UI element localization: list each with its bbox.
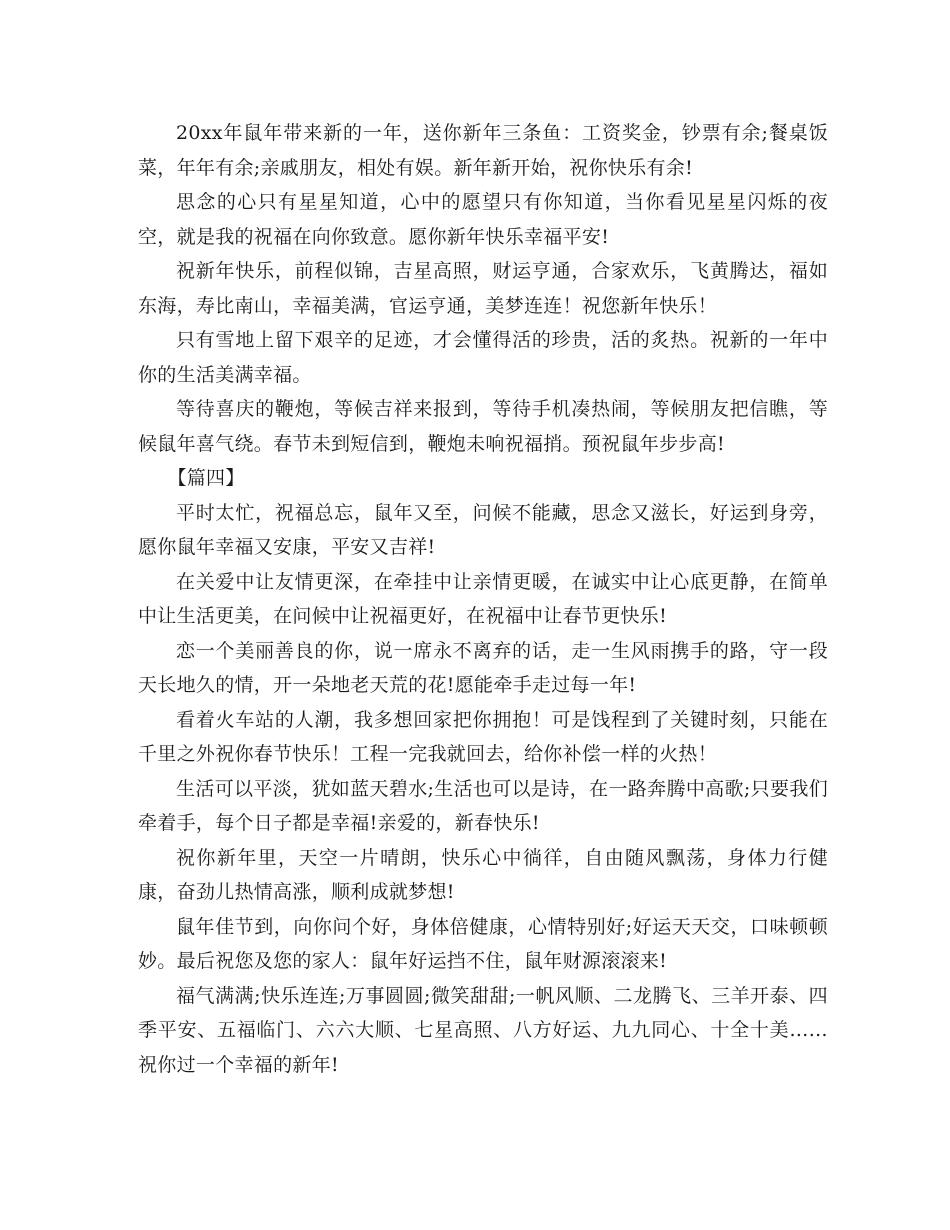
paragraph: 生活可以平淡，犹如蓝天碧水;生活也可以是诗，在一路奔腾中高歌;只要我们牵着手，每个日子都是幸福!亲爱的，新春快乐!	[138, 777, 828, 834]
paragraph: 祝你新年里，天空一片晴朗，快乐心中徜徉，自由随风飘荡，身体力行健康，奋劲儿热情高涨，顺利成就梦想!	[138, 846, 828, 903]
paragraph: 鼠年佳节到，向你问个好，身体倍健康，心情特别好;好运天天交，口味顿顿妙。最后祝您及您的家人：鼠年好运挡不住，鼠年财源滚滚来!	[138, 915, 828, 972]
paragraph: 在关爱中让友情更深，在牵挂中让亲情更暖，在诚实中让心底更静，在简单中让生活更美，在问候中让祝福更好，在祝福中让春节更快乐!	[138, 570, 828, 627]
paragraph: 祝新年快乐，前程似锦，吉星高照，财运亨通，合家欢乐，飞黄腾达，福如东海，寿比南山，幸福美满，官运亨通，美梦连连！祝您新年快乐！	[138, 260, 828, 317]
paragraph: 20xx年鼠年带来新的一年，送你新年三条鱼：工资奖金，钞票有余;餐桌饭菜，年年有余;亲戚朋友，相处有娱。新年新开始，祝你快乐有余!	[138, 122, 828, 179]
paragraph: 福气满满;快乐连连;万事圆圆;微笑甜甜;一帆风顺、二龙腾飞、三羊开泰、四季平安、五福临门、六六大顺、七星高照、八方好运、九九同心、十全十美……祝你过一个幸福的新年!	[138, 984, 828, 1076]
paragraph: 思念的心只有星星知道，心中的愿望只有你知道，当你看见星星闪烁的夜空，就是我的祝福在向你致意。愿你新年快乐幸福平安!	[138, 191, 828, 248]
document-body	[138, 116, 828, 1082]
paragraph: 等待喜庆的鞭炮，等候吉祥来报到，等待手机凑热闹，等候朋友把信瞧，等候鼠年喜气绕。春节未到短信到，鞭炮未响祝福捎。预祝鼠年步步高!	[138, 398, 828, 455]
paragraph: 恋一个美丽善良的你，说一席永不离弃的话，走一生风雨携手的路，守一段天长地久的情，开一朵地老天荒的花!愿能牵手走过每一年!	[138, 639, 828, 696]
paragraph: 平时太忙，祝福总忘，鼠年又至，问候不能藏，思念又滋长，好运到身旁，愿你鼠年幸福又安康，平安又吉祥!	[138, 501, 828, 558]
section-heading: 【篇四】	[167, 467, 245, 489]
paragraph: 看着火车站的人潮，我多想回家把你拥抱！可是饯程到了关键时刻，只能在千里之外祝你春节快乐！工程一完我就回去，给你补偿一样的火热！	[138, 708, 828, 765]
paragraph: 只有雪地上留下艰辛的足迹，才会懂得活的珍贵，活的炙热。祝新的一年中你的生活美满幸福。	[138, 329, 828, 386]
